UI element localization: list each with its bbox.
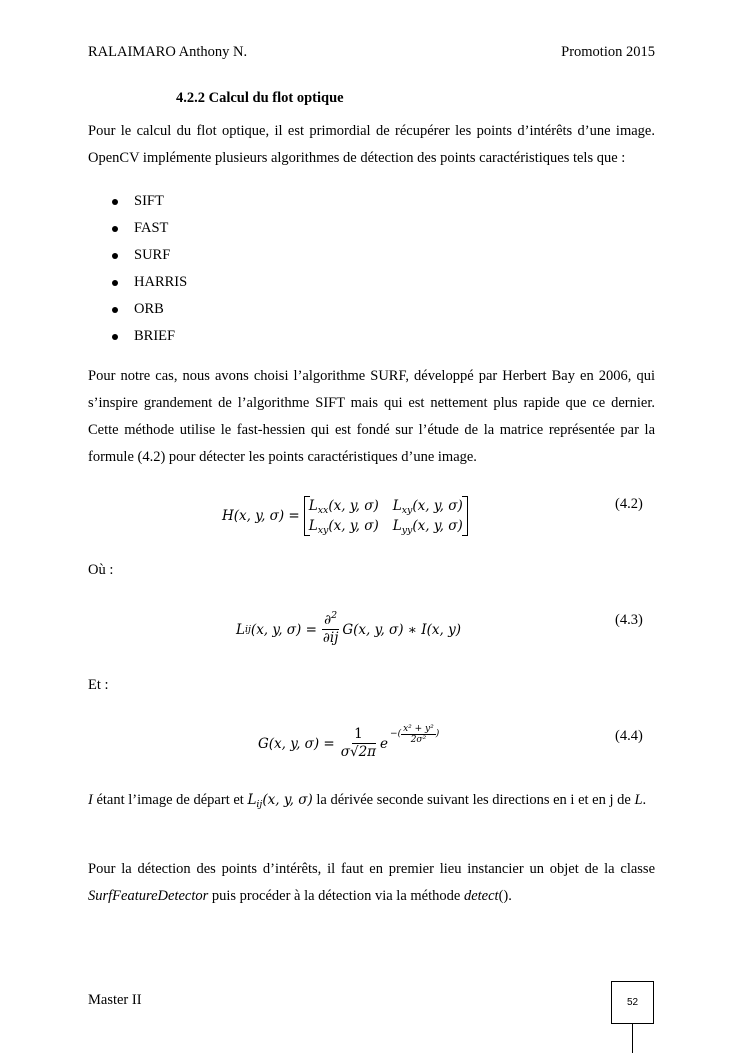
description-paragraph: I étant l’image de départ et $L_{ij}(x$, y, σ) la dérivée seconde suivant les directions en i et en j de L. xyxy=(88,792,647,810)
gaussian-fraction: $\frac{1}{\sigma√2\pi}$ xyxy=(340,726,377,760)
choice-paragraph: Pour notre cas, nous avons choisi l’algorithme SURF, développé par Herbert Bay en 2006, qui s’inspire grandement de l’algorithme SIFT mais qui est nettement plus rapide que ce dernier. Cette méthode utilise le fast-hessien qui est fondé sur l’étude de la matrice représentée par la formule (4.2) pour détecter les points caractéristiques d’une image. xyxy=(88,368,655,465)
equation-number-4-2: (4.2) xyxy=(615,496,643,512)
ou-label: Où : xyxy=(88,562,114,578)
list-item: HARRIS xyxy=(110,269,187,296)
intro-paragraph: Pour le calcul du flot optique, il est primordial de récupérer les points d’intérêts d’une image. OpenCV implémente plusieurs algorithmes de détection des points caractéristiques tels que : xyxy=(88,123,655,166)
exponential: e −( $\frac{\text{x² + y²}}{\text{2σ²}}$ ) xyxy=(380,723,440,752)
equation-4-2: H(x, y, σ) = $L_{xx}(x$, y, σ) $L_{xy}(x$, y, σ) $L_{xy}(x$, y, σ) $L_{yy}(x$, y, σ) xyxy=(222,496,468,536)
hessian-matrix xyxy=(304,496,468,536)
header-author: RALAIMARO Anthony N. xyxy=(88,44,248,60)
matrix-cell-yx: $L_{xy}(x$, y, σ) xyxy=(308,518,379,536)
algorithm-list xyxy=(110,188,187,350)
equation-number-4-3: (4.3) xyxy=(615,612,643,628)
equation-number-4-4: (4.4) xyxy=(615,728,643,744)
equation-4-4: G(x, y, σ) = $\frac{1}{\sigma√2\pi}$ e −( $\frac{\text{x² + y²}}{\text{2σ²}}$ ) xyxy=(258,723,440,760)
section-title: 4.2.2 Calcul du flot optique xyxy=(176,90,344,106)
list-item: FAST xyxy=(110,215,187,242)
matrix-cell-yy: $L_{yy}(x$, y, σ) xyxy=(392,518,463,536)
list-item: ORB xyxy=(110,296,187,323)
page-number: 52 xyxy=(611,981,654,1024)
partial-derivative-fraction: $\frac{\partial^2}{\partial ij}$ xyxy=(322,610,339,646)
header-promotion: Promotion 2015 xyxy=(561,44,655,60)
detection-paragraph: Pour la détection des points d’intérêts, il faut en premier lieu instancier un objet de la classe SurfFeatureDetector puis procéder à la détection via la méthode detect(). xyxy=(88,861,655,904)
list-item: BRIEF xyxy=(110,323,187,350)
list-item: SIFT xyxy=(110,188,187,215)
footer-level: Master II xyxy=(88,992,142,1008)
matrix-cell-xx: $L_{xx}(x$, y, σ) xyxy=(308,498,379,516)
et-label: Et : xyxy=(88,677,109,693)
equation-4-3: L ij (x, y, σ) = $\frac{\partial^2}{\partial ij}$ G(x, y, σ) ∗ I(x, y) xyxy=(236,610,461,646)
list-item: SURF xyxy=(110,242,187,269)
exponent: −( $\frac{\text{x² + y²}}{\text{2σ²}}$ ) xyxy=(390,723,440,745)
matrix-cell-xy: $L_{xy}(x$, y, σ) xyxy=(392,498,463,516)
page-number-rule xyxy=(632,1024,633,1053)
